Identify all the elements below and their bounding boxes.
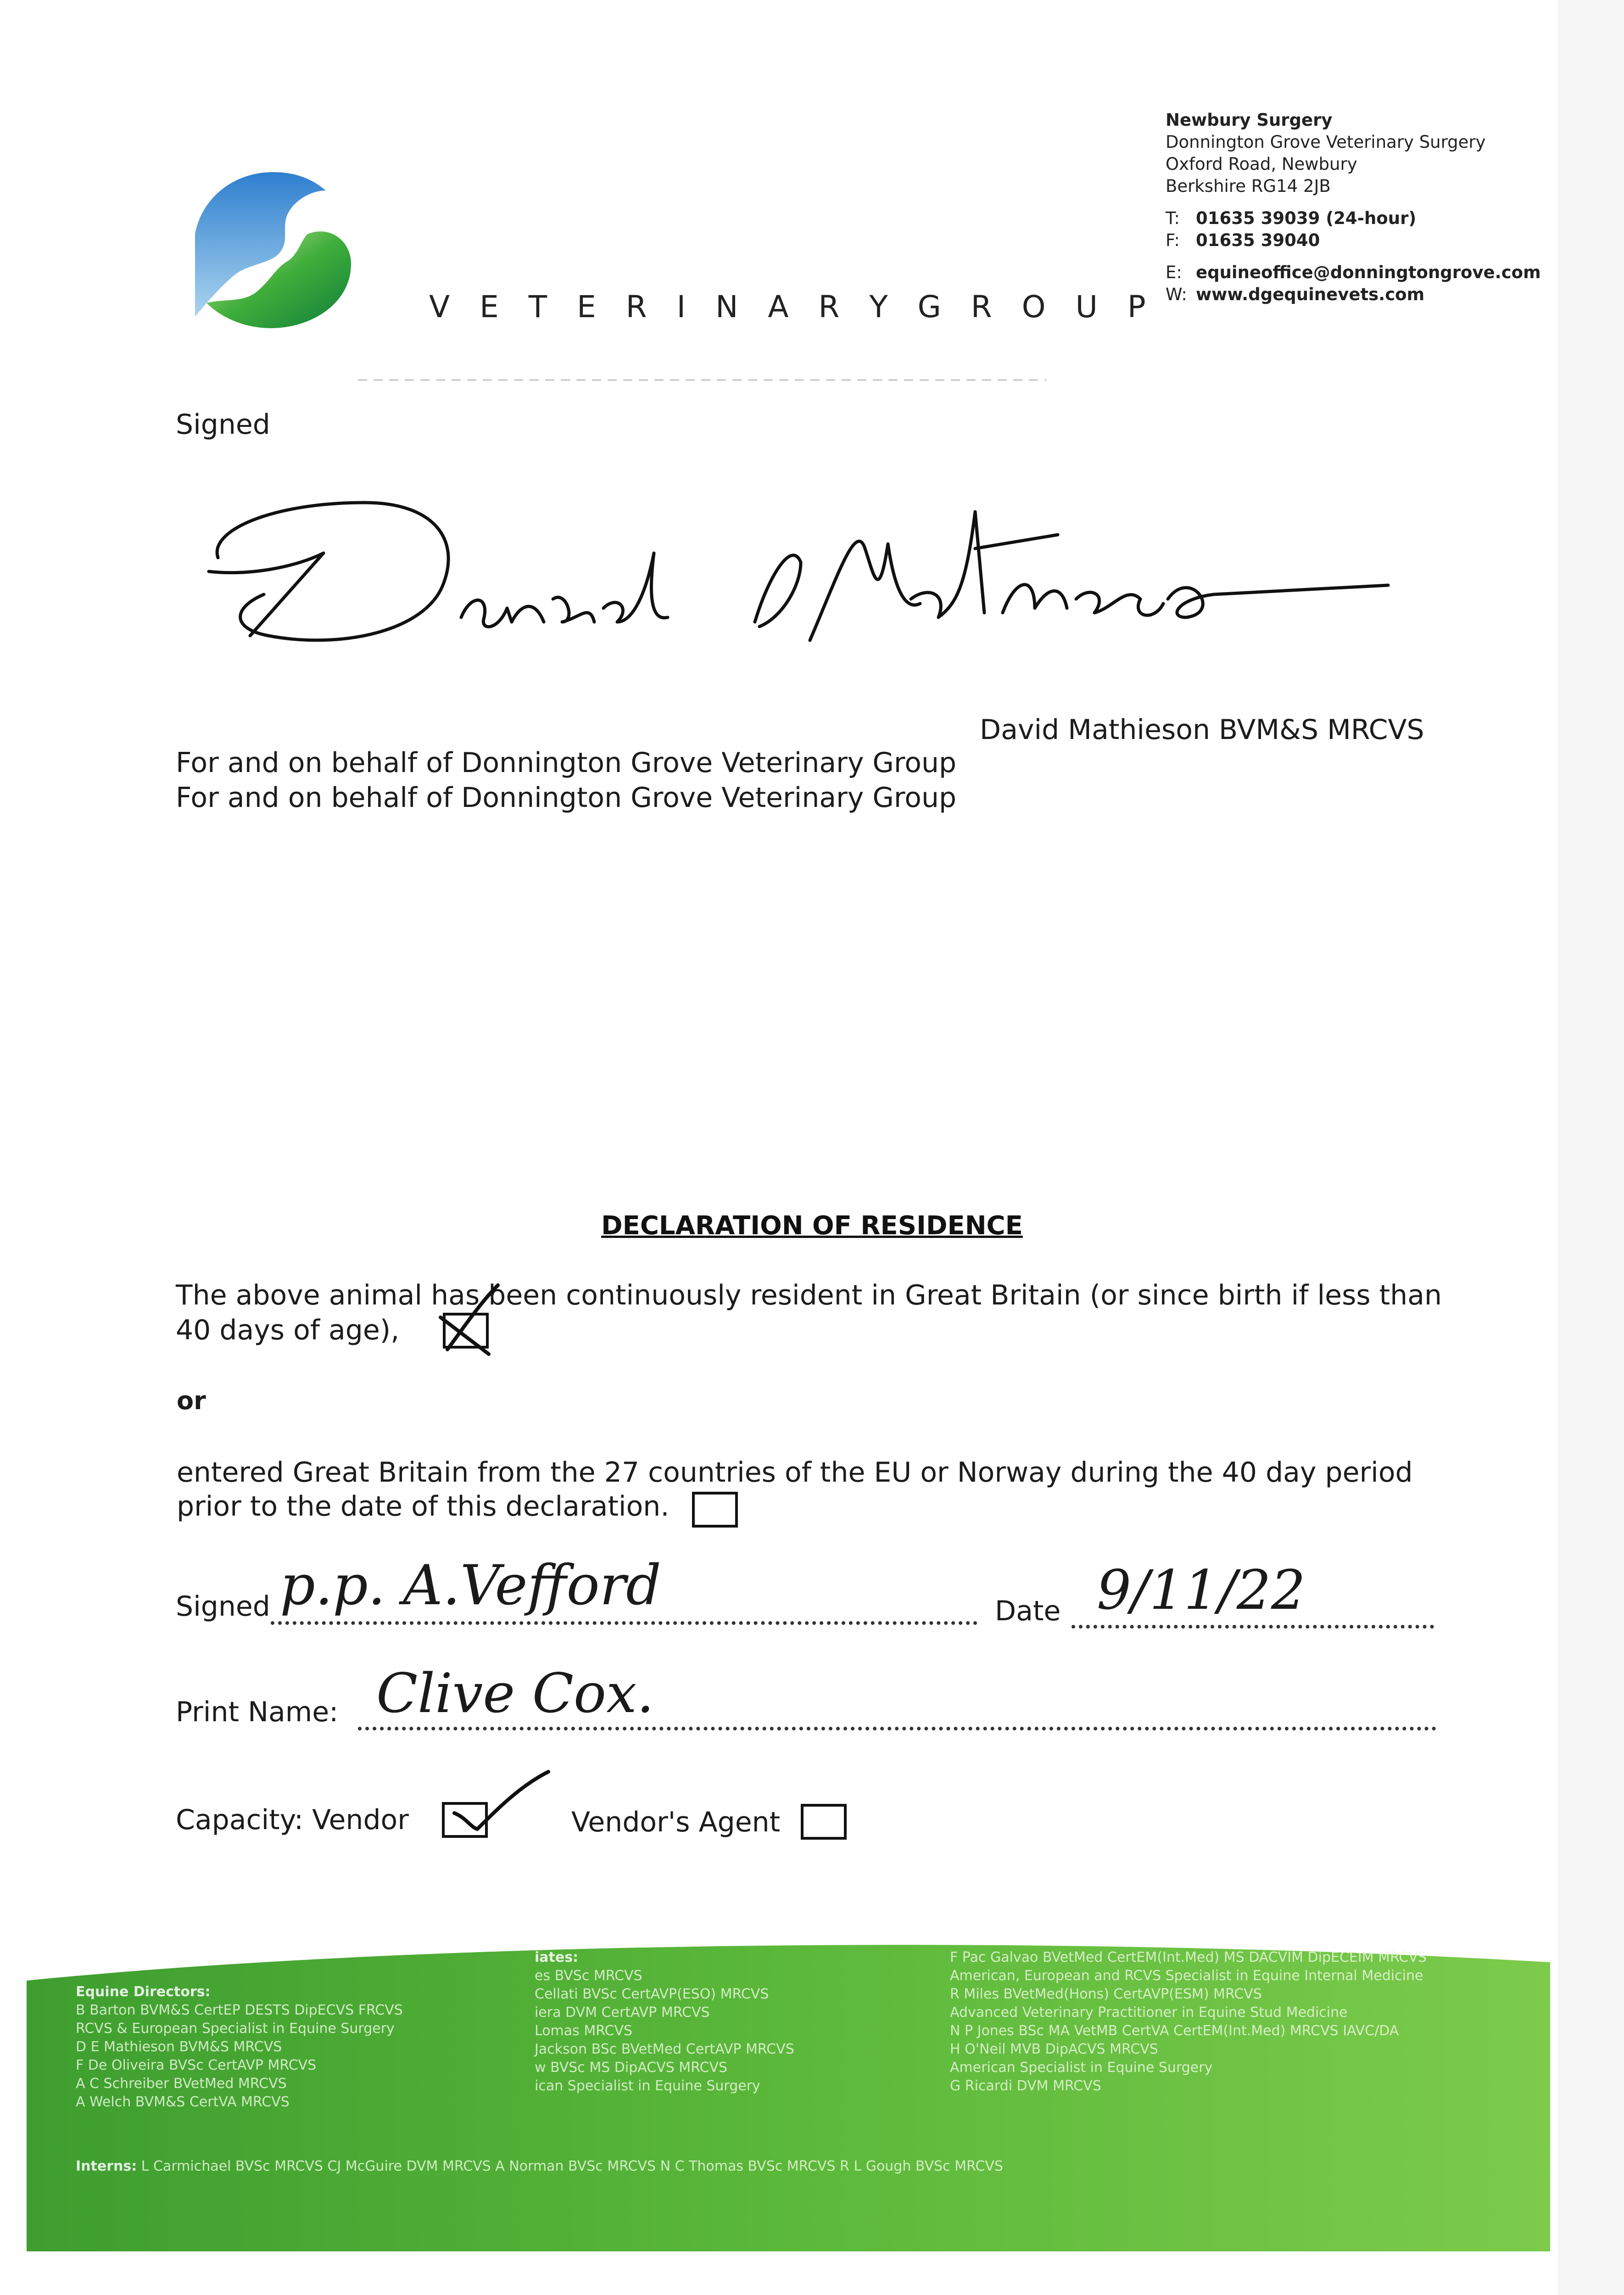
residence-option-text: 40 days of age), bbox=[176, 1314, 400, 1346]
signatory-name: David Mathieson BVM&S MRCVS bbox=[980, 714, 1424, 746]
signed-handwriting[interactable]: p.p. A.Vefford bbox=[280, 1554, 661, 1618]
footer-line: RCVS & European Specialist in Equine Surgery bbox=[76, 2021, 395, 2037]
interns-list: L Carmichael BVSc MRCVS CJ McGuire DVM MRCVS A Norman BVSc MRCVS N C Thomas BVSc MRCVS R L Gough BVSc MRCVS bbox=[141, 2158, 1003, 2174]
footer-line: B Barton BVM&S CertEP DESTS DipECVS FRCVS bbox=[76, 2002, 403, 2018]
footer-line: F Pac Galvao BVetMed CertEM(Int.Med) MS DACVIM DipECEIM MRCVS bbox=[950, 1949, 1427, 1965]
phone-label: T: bbox=[1166, 208, 1180, 228]
footer-line: ican Specialist in Equine Surgery bbox=[535, 2078, 760, 2094]
tick-check-mark-icon bbox=[447, 1767, 553, 1836]
footer-line: G Ricardi DVM MRCVS bbox=[950, 2078, 1101, 2094]
email-link[interactable]: equineoffice@donningtongrove.com bbox=[1196, 263, 1541, 282]
declaration-title: DECLARATION OF RESIDENCE bbox=[601, 1211, 1023, 1241]
residence-option-text: The above animal has been continuously resident in Great Britain (or since birth if less than bbox=[176, 1279, 1442, 1311]
vendor-agent-checkbox[interactable] bbox=[801, 1804, 847, 1840]
eu-entry-option-text: entered Great Britain from the 27 countries of the EU or Norway during the 40 day period bbox=[177, 1456, 1413, 1489]
brand-text: V E T E R I N A R Y G R O U P bbox=[429, 289, 1156, 325]
footer-directors bbox=[76, 1983, 403, 2111]
eu-entry-checkbox[interactable] bbox=[692, 1492, 738, 1528]
footer-line: iera DVM CertAVP MRCVS bbox=[535, 2004, 710, 2021]
footer-line: A C Schreiber BVetMed MRCVS bbox=[76, 2076, 287, 2092]
footer-line: F De Oliveira BVSc CertAVP MRCVS bbox=[76, 2057, 317, 2073]
declaration-signed-label: Signed bbox=[176, 1590, 270, 1623]
x-check-mark-icon bbox=[434, 1281, 502, 1359]
footer-line: N P Jones BSc MA VetMB CertVA CertEM(Int.Med) MRCVS IAVC/DA bbox=[950, 2023, 1399, 2039]
email-label: E: bbox=[1166, 263, 1182, 282]
footer-line: D E Mathieson BVM&S MRCVS bbox=[76, 2039, 282, 2055]
footer-line: American, European and RCVS Specialist in Equine Internal Medicine bbox=[950, 1968, 1423, 1984]
print-name-handwriting[interactable]: Clive Cox. bbox=[376, 1662, 654, 1725]
footer-line: A Welch BVM&S CertVA MRCVS bbox=[76, 2094, 290, 2110]
fax-number: 01635 39040 bbox=[1196, 230, 1320, 250]
footer-line: Jackson BSc BVetMed CertAVP MRCVS bbox=[535, 2041, 794, 2057]
footer-heading: iates: bbox=[535, 1949, 579, 1965]
date-label: Date bbox=[995, 1595, 1061, 1627]
phone-number: 01635 39039 (24-hour) bbox=[1196, 208, 1417, 228]
contact-block bbox=[1166, 109, 1556, 306]
footer-heading: Equine Directors: bbox=[76, 1984, 211, 2000]
address-line: Berkshire RG14 2JB bbox=[1166, 176, 1331, 196]
print-name-label: Print Name: bbox=[176, 1696, 339, 1728]
footer-line: Lomas MRCVS bbox=[535, 2023, 633, 2039]
web-label: W: bbox=[1166, 285, 1187, 304]
footer-interns bbox=[76, 2157, 1003, 2176]
footer-line: es BVSc MRCVS bbox=[535, 1968, 642, 1984]
header-divider bbox=[358, 379, 1046, 381]
scan-edge bbox=[1558, 0, 1624, 2295]
footer-line: w BVSc MS DipACVS MRCVS bbox=[535, 2060, 728, 2076]
footer-line: Advanced Veterinary Practitioner in Equine Stud Medicine bbox=[950, 2004, 1348, 2021]
behalf-line: For and on behalf of Donnington Grove Veterinary Group bbox=[176, 747, 957, 779]
footer-specialists bbox=[950, 1948, 1427, 2095]
or-separator: or bbox=[177, 1386, 206, 1415]
handwritten-signature bbox=[204, 484, 1397, 682]
fax-label: F: bbox=[1166, 230, 1180, 250]
date-dotted-line bbox=[1072, 1625, 1434, 1629]
interns-label: Interns: bbox=[76, 2158, 137, 2174]
footer-line: R Miles BVetMed(Hons) CertAVP(ESM) MRCVS bbox=[950, 1986, 1262, 2002]
footer-line: Cellati BVSc CertAVP(ESO) MRCVS bbox=[535, 1986, 769, 2002]
web-link[interactable]: www.dgequinevets.com bbox=[1196, 285, 1425, 304]
footer-line: American Specialist in Equine Surgery bbox=[950, 2060, 1213, 2076]
print-name-dotted-line bbox=[358, 1727, 1436, 1730]
signed-dotted-line bbox=[271, 1621, 977, 1625]
signed-label: Signed bbox=[176, 409, 270, 441]
behalf-line: For and on behalf of Donnington Grove Veterinary Group bbox=[176, 782, 957, 814]
date-handwriting[interactable]: 9/11/22 bbox=[1097, 1558, 1306, 1622]
vendor-agent-label: Vendor's Agent bbox=[571, 1806, 781, 1838]
address-line: Donnington Grove Veterinary Surgery bbox=[1166, 132, 1486, 152]
surgery-name: Newbury Surgery bbox=[1166, 110, 1333, 130]
capacity-vendor-label: Capacity: Vendor bbox=[176, 1804, 409, 1836]
eu-entry-option-text: prior to the date of this declaration. bbox=[177, 1490, 670, 1523]
footer-line: H O'Neil MVB DipACVS MRCVS bbox=[950, 2041, 1158, 2057]
footer-associates bbox=[535, 1948, 794, 2095]
veterinary-group-logo bbox=[193, 165, 358, 335]
address-line: Oxford Road, Newbury bbox=[1166, 154, 1357, 174]
